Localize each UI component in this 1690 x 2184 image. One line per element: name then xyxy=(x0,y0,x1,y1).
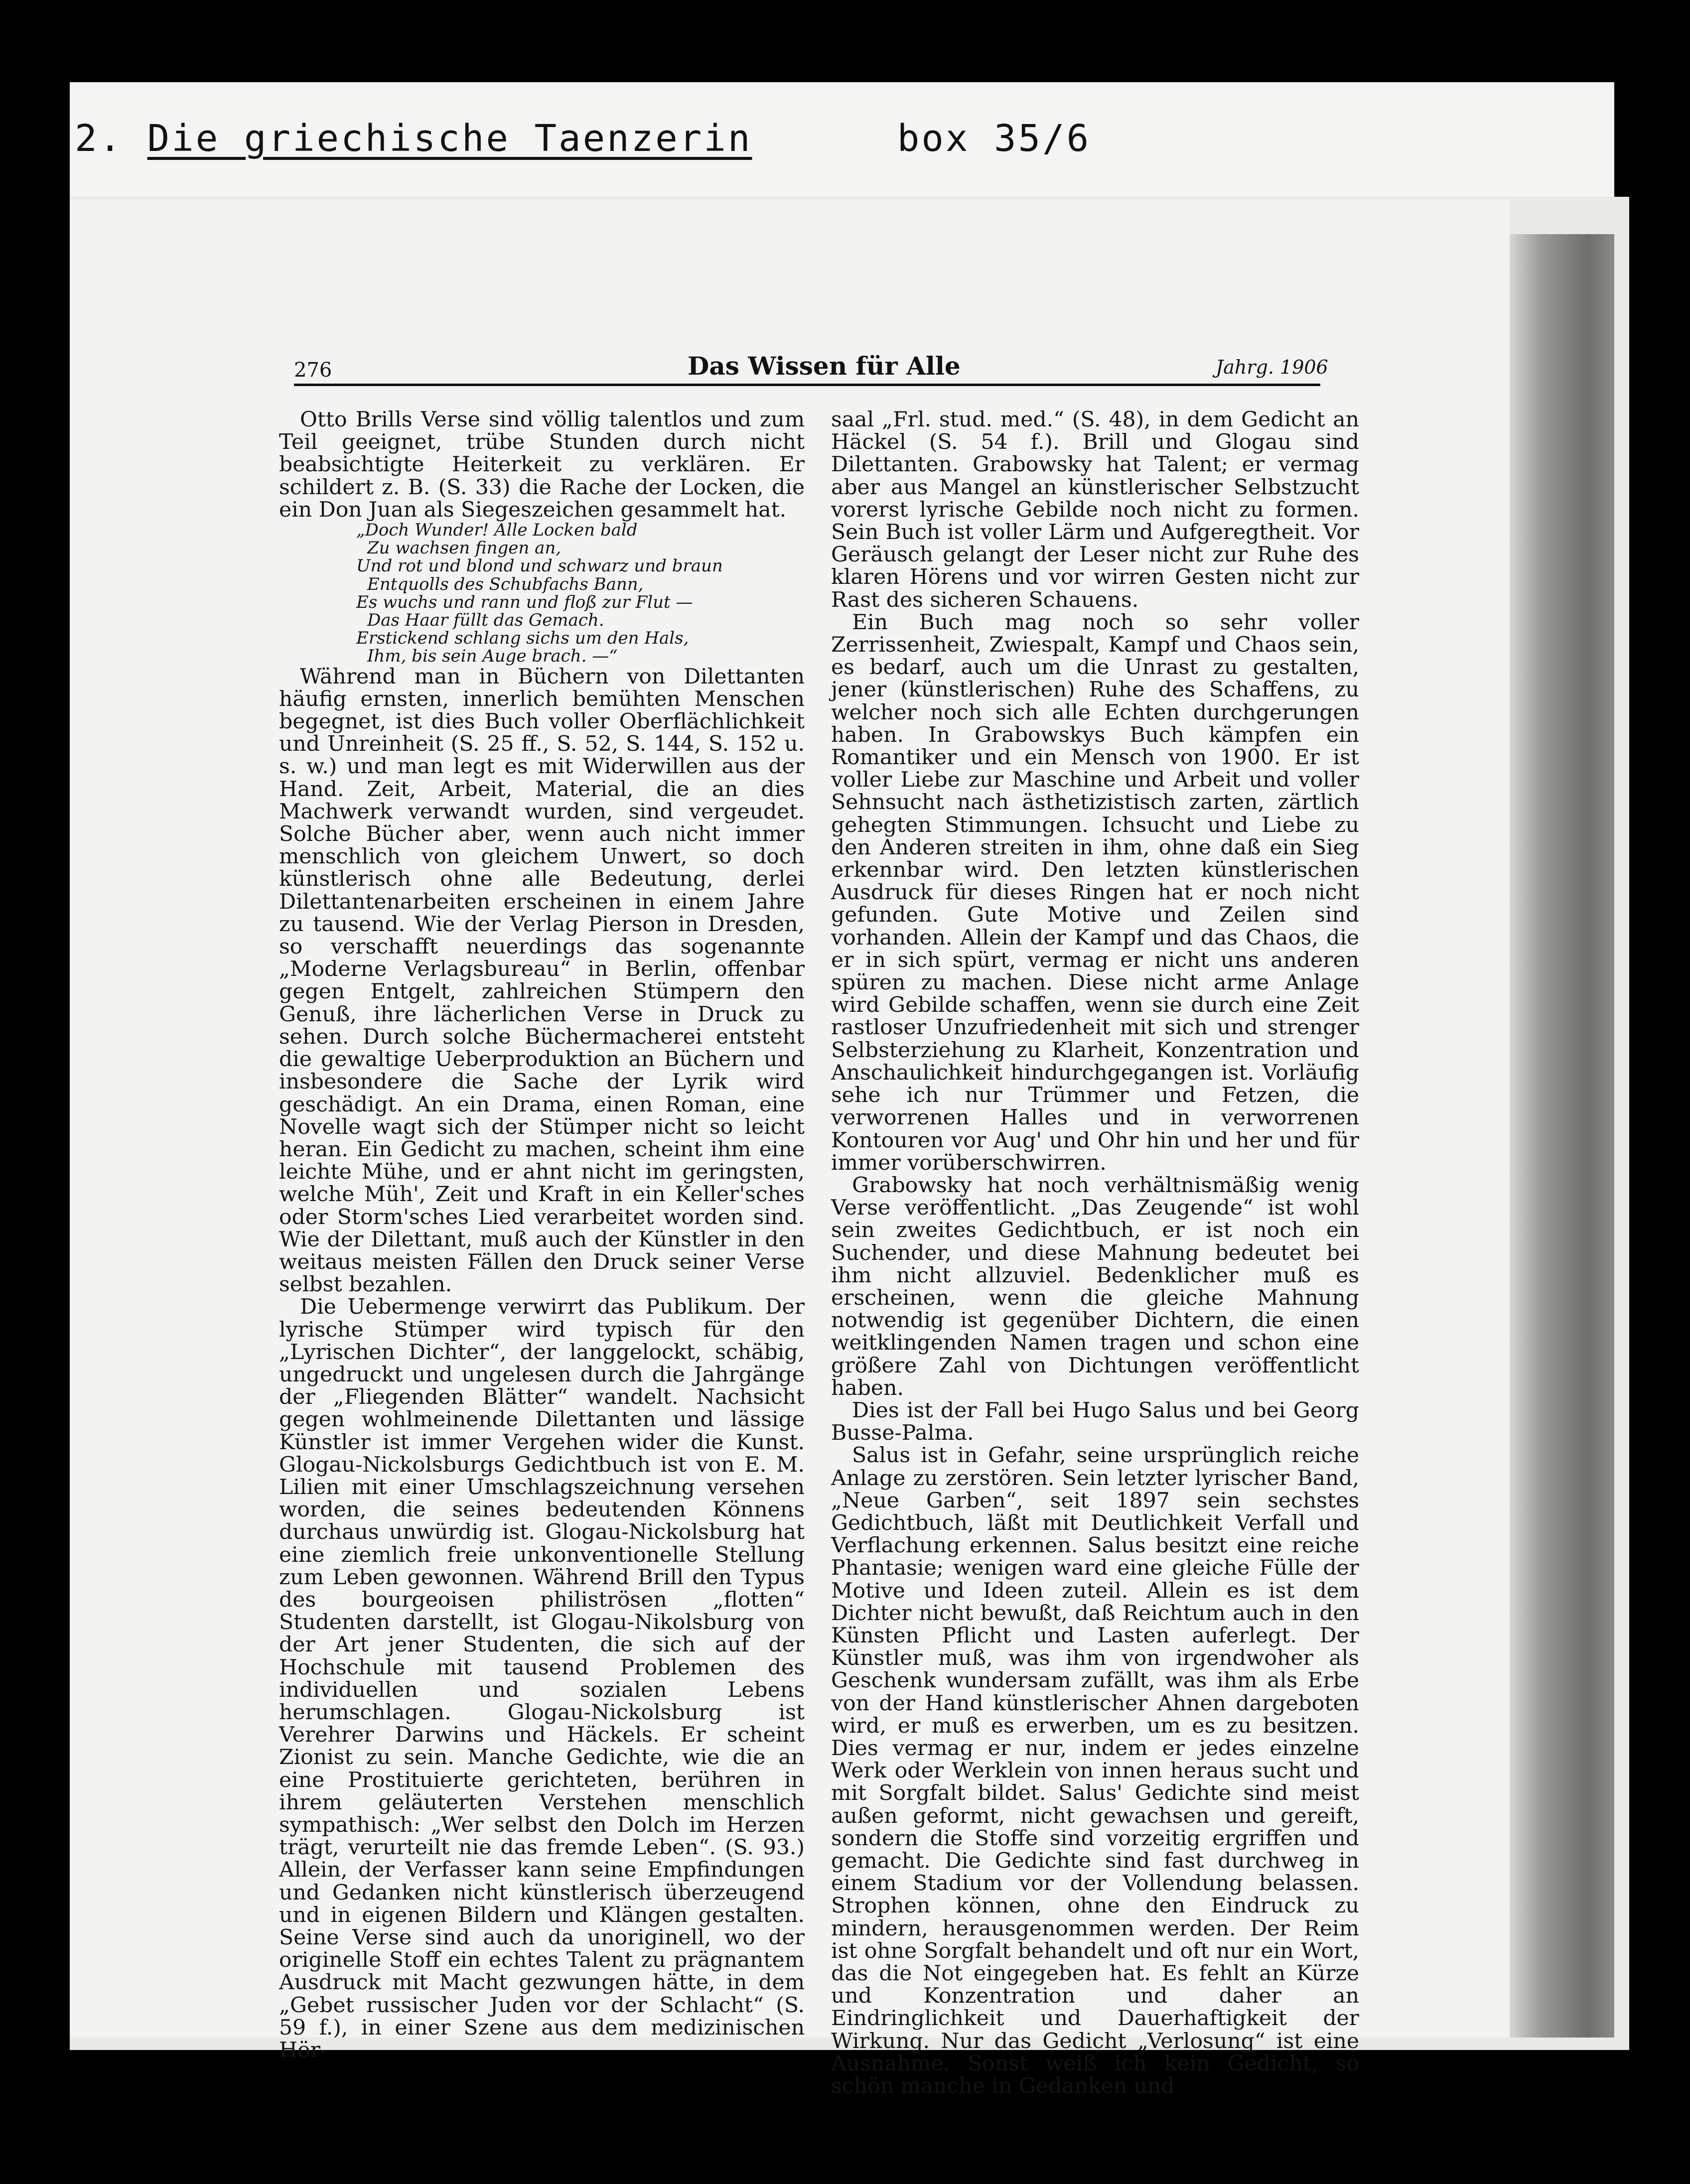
label-title: Die griechische Taenzerin xyxy=(147,117,752,160)
label-box: box 35/6 xyxy=(897,117,1091,160)
paragraph: Ein Buch mag noch so sehr voller Zerrissenheit, Zwiespalt, Kampf und Chaos sein, es bedarf, auch um die Unrast zu gestalten, jener (künstlerischen) Ruhe des Schaffens, zu welcher noch sich alle Echten durchgerungen haben. In Grabowskys Buch kämpfen ein Romantiker und ein Mensch von 1900. Er ist voller Liebe zur Maschine und Arbeit und voller Sehnsucht nach ästhetizistisch zarten, zärtlich gehegten Stimmungen. Ichsucht und Liebe zu den Anderen streiten in ihm, ohne daß ein Sieg erkennbar wird. Den letzten künstlerischen Ausdruck für dieses Ringen hat er noch nicht gefunden. Gute Motive und Zeilen sind vorhanden. Allein der Kampf und das Chaos, die er in sich spürt, vermag er nicht uns anderen spüren zu machen. Diese nicht arme Anlage wird Gebilde schaffen, wenn sie durch eine Zeit rastloser Unzufriedenheit mit sich und strenger Selbsterziehung zu Klarheit, Konzentration und Anschaulichkeit hindurchgegangen ist. Vorläufig sehe ich nur Trümmer und Fetzen, die verworrenen Halles und in verworrenen Kontouren vor Aug' und Ohr hin und her und für immer vorüberschwirren. xyxy=(831,610,1359,1175)
journal-year: Jahrg. 1906 xyxy=(1216,356,1328,378)
poem-line: Es wuchs und rann und floß zur Flut — xyxy=(356,592,693,612)
poem-quote xyxy=(356,521,805,666)
poem-line: „Doch Wunder! Alle Locken bald xyxy=(356,520,638,541)
page-number: 276 xyxy=(294,359,332,382)
paragraph: Dies ist der Fall bei Hugo Salus und bei Georg Busse-Palma. xyxy=(831,1398,1359,1446)
paragraph: saal „Frl. stud. med.“ (S. 48), in dem Gedicht an Häckel (S. 54 f.). Brill und Glogau sind Dilettanten. Grabowsky hat Talent; er vermag aber aus Mangel an künstlerischer Selbstzucht vorerst lyrische Gebilde noch nicht zu formen. Sein Buch ist voller Lärm und Aufgeregtheit. Vor Geräusch gelangt der Leser nicht zur Ruhe des klaren Hörens und vor wirren Gesten nicht zur Rast des sicheren Schauens. xyxy=(831,408,1359,612)
label-number: 2. xyxy=(75,117,124,160)
paragraph: Während man in Büchern von Dilettanten häufig ernsten, innerlich bemühten Menschen begegnet, ist dies Buch voller Oberflächlichkeit und Unreinheit (S. 25 ff., S. 52, S. 144, S. 152 u. s. w.) und man legt es mit Widerwillen aus der Hand. Zeit, Arbeit, Material, die an dies Machwerk verwandt wurden, sind vergeudet. Solche Bücher aber, wenn auch nicht immer menschlich von gleichem Unwert, so doch künstlerisch ohne alle Bedeutung, derlei Dilettantenarbeiten erscheinen in einem Jahre zu tausend. Wie der Verlag Pierson in Dresden, so verschafft neuerdings das sogenannte „Moderne Verlagsbureau“ in Berlin, offenbar gegen Entgelt, zahlreichen Stümpern den Genuß, ihre lächerlichen Verse in Druck zu sehen. Durch solche Büchermacherei entsteht die gewaltige Ueberproduktion an Büchern und insbesondere die Sache der Lyrik wird geschädigt. An ein Drama, einen Roman, eine Novelle wagt sich der Stümper nicht so leicht heran. Ein Gedicht zu machen, scheint ihm eine leichte Mühe, und er ahnt nicht im geringsten, welche Müh', Zeit und Kraft in ein Keller'sches oder Storm'sches Lied verarbeitet worden sind. Wie der Dilettant, muß auch der Künstler in den weitaus meisten Fällen den Druck seiner Verse selbst bezahlen. xyxy=(279,664,805,1297)
poem-line: Das Haar füllt das Gemach. xyxy=(367,610,604,631)
poem-line: Zu wachsen fingen an, xyxy=(367,538,562,558)
paragraph: Salus ist in Gefahr, seine ursprünglich reiche Anlage zu zerstören. Sein letzter lyrischer Band, „Neue Garben“, seit 1897 sein sechstes Gedichtbuch, läßt mit Deutlichkeit Verfall und Verflachung erkennen. Salus besitzt eine reiche Phantasie; wenigen ward eine gleiche Fülle der Motive und Ideen zuteil. Allein es ist dem Dichter nicht bewußt, daß Reichtum auch in den Künsten Pflicht und Lasten auferlegt. Der Künstler muß, was ihm von irgendwoher als Geschenk wundersam zufällt, was ihm als Erbe von der Hand künstlerischer Ahnen dargeboten wird, er muß es erwerben, um es zu besitzen. Dies vermag er nur, indem er jedes einzelne Werk oder Werklein von innen heraus sucht und mit Sorgfalt bildet. Salus' Gedichte sind meist außen geformt, nicht gewachsen und gereift, sondern die Stoffe sind vorzeitig ergriffen und gemacht. Die Gedichte sind fast durchweg in einem Stadium vor der Vollendung belassen. Strophen können, ohne den Eindruck zu mindern, herausgenommen werden. Der Reim ist ohne Sorgfalt behandelt und oft nur ein Wort, das die Not eingegeben hat. Es fehlt an Kürze und Konzentration und daher an Eindringlichkeit und Dauerhaftigkeit der Wirkung. Nur das Gedicht „Verlosung“ ist eine Ausnahme. Sonst weiß ich kein Gedicht, so schön manche in Gedanken und xyxy=(831,1443,1359,2099)
paragraph: Otto Brills Verse sind völlig talentlos und zum Teil geeignet, trübe Stunden durch nicht beabsichtigte Heiterkeit zu verklären. Er schildert z. B. (S. 33) die Rache der Locken, die ein Don Juan als Siegeszeichen gesammelt hat. xyxy=(279,408,805,522)
poem-line: Erstickend schlang sichs um den Hals, xyxy=(356,628,689,649)
paragraph: Die Uebermenge verwirrt das Publikum. Der lyrische Stümper wird typisch für den „Lyrischen Dichter“, der langgelockt, schäbig, ungedruckt und ungelesen durch die Jahrgänge der „Fliegenden Blätter“ wandelt. Nachsicht gegen wohlmeinende Dilettanten und lässige Künstler ist immer Vergehen wider die Kunst. Glogau-Nickolsburgs Gedichtbuch ist von E. M. Lilien mit einer Umschlagszeichnung versehen worden, die seines bedeutenden Könnens durchaus unwürdig ist. Glogau-Nickolsburg hat eine ziemlich freie unkonventionelle Stellung zum Leben gewonnen. Während Brill den Typus des bourgeoisen philiströsen „flotten“ Studenten darstellt, ist Glogau-Nikolsburg von der Art jener Studenten, die sich auf der Hochschule mit tausend Problemen des individuellen und sozialen Lebens herumschlagen. Glogau-Nickolsburg ist Verehrer Darwins und Häckels. Er scheint Zionist zu sein. Manche Gedichte, wie die an eine Prostituierte gerichteten, berühren in ihrem geläuterten Verstehen menschlich sympathisch: „Wer selbst den Dolch im Herzen trägt, verurteilt nie das fremde Leben“. (S. 93.) Allein, der Verfasser kann seine Empfindungen und Gedanken nicht künstlerisch überzeugend und in eigenen Bildern und Klängen gestalten. Seine Verse sind auch da unoriginell, wo der originelle Stoff ein echtes Talent zu prägnantem Ausdruck mit Macht gezwungen hätte, in dem „Gebet russischer Juden vor der Schlacht“ (S. 59 f.), in einer Szene aus dem medizinischen Hör- xyxy=(279,1295,805,2063)
left-column xyxy=(279,409,805,2061)
journal-title: Das Wissen für Alle xyxy=(688,351,961,381)
archive-label xyxy=(75,117,1091,160)
right-column xyxy=(831,409,1359,2097)
poem-line: Ihm, bis sein Auge brach. —“ xyxy=(367,646,618,667)
page-shadow xyxy=(1510,234,1614,2038)
paragraph: Grabowsky hat noch verhältnismäßig wenig Verse veröffentlicht. „Das Zeugende“ ist wohl sein zweites Gedichtbuch, er ist noch ein Suchender, und diese Mahnung bedeutet bei ihm nicht allzuviel. Bedenklicher muß es erscheinen, wenn die gleiche Mahnung notwendig ist gegenüber Dichtern, die einen weitklingenden Namen tragen und schon eine größere Zahl von Dichtungen veröffentlicht haben. xyxy=(831,1173,1359,1400)
poem-line: Und rot und blond und schwarz und braun xyxy=(356,556,723,576)
poem-line: Entquolls des Schubfachs Bann, xyxy=(367,574,644,594)
